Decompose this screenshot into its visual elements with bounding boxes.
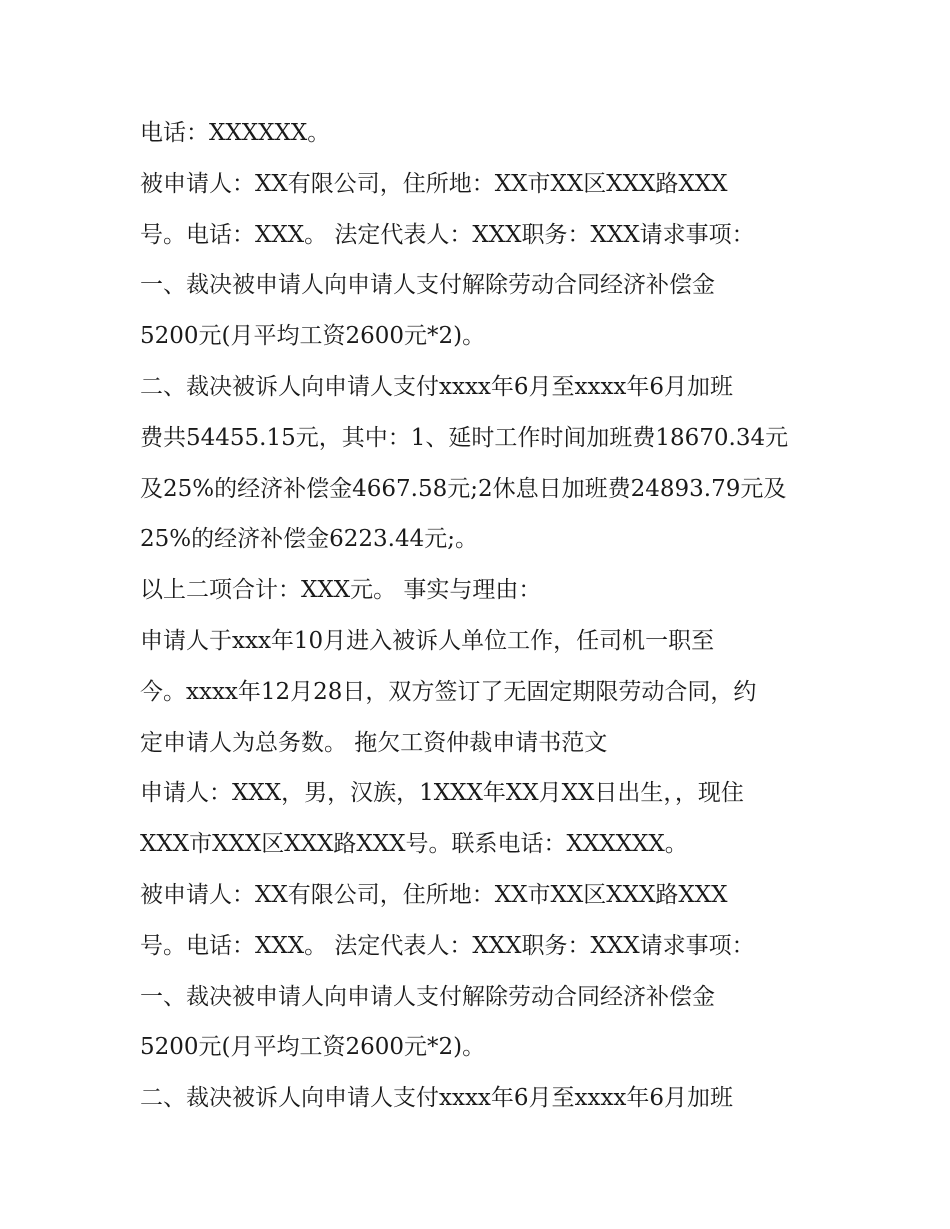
text-line-20: 二、裁决被诉人向申请人支付xxxx年6月至xxxx年6月加班	[140, 1085, 734, 1112]
text-line-6: 二、裁决被诉人向申请人支付xxxx年6月至xxxx年6月加班	[140, 373, 734, 400]
text-line-7: 费共54455.15元，其中：1、延时工作时间加班费18670.34元	[140, 424, 789, 451]
text-line-17: 号。电话：XXX。 法定代表人：XXX职务：XXX请求事项：	[140, 932, 755, 959]
text-line-5: 5200元(月平均工资2600元*2)。	[140, 323, 486, 350]
text-line-10: 以上二项合计：XXX元。 事实与理由：	[140, 577, 542, 604]
text-line-4: 一、裁决被申请人向申请人支付解除劳动合同经济补偿金	[140, 272, 715, 299]
text-line-3: 号。电话：XXX。 法定代表人：XXX职务：XXX请求事项：	[140, 221, 755, 248]
text-line-19: 5200元(月平均工资2600元*2)。	[140, 1034, 486, 1061]
text-line-12: 今。xxxx年12月28日，双方签订了无固定期限劳动合同，约	[140, 678, 757, 705]
text-line-1: 电话：XXXXXX。	[140, 120, 331, 146]
text-line-8: 及25%的经济补偿金4667.58元;2休息日加班费24893.79元及	[140, 475, 787, 502]
text-line-9: 25%的经济补偿金6223.44元;。	[140, 526, 478, 553]
text-line-11: 申请人于xxx年10月进入被诉人单位工作，任司机一职至	[140, 627, 715, 654]
text-line-13: 定申请人为总务数。 拖欠工资仲裁申请书范文	[140, 729, 608, 756]
text-line-14: 申请人：XXX，男，汉族，1XXX年XX月XX日出生，，现住	[140, 780, 744, 807]
text-line-18: 一、裁决被申请人向申请人支付解除劳动合同经济补偿金	[140, 983, 715, 1010]
text-line-2: 被申请人：XX有限公司，住所地：XX市XX区XXX路XXX	[140, 170, 728, 197]
text-line-16: 被申请人：XX有限公司，住所地：XX市XX区XXX路XXX	[140, 881, 728, 908]
text-line-15: XXX市XXX区XXX路XXX号。联系电话：XXXXXX。	[140, 831, 688, 858]
document-body	[140, 108, 840, 1124]
